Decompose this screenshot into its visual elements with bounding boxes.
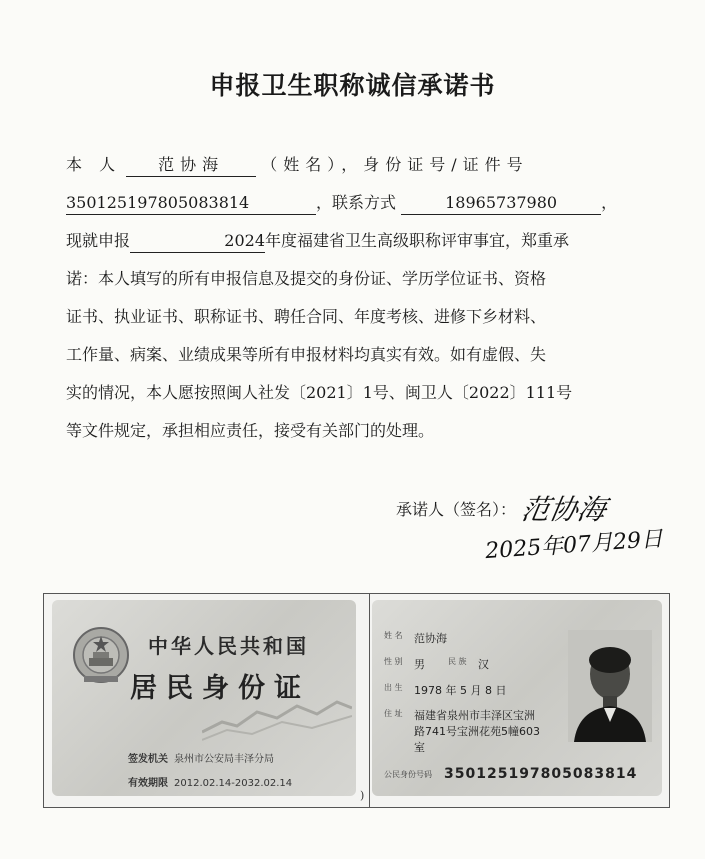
national-emblem-icon xyxy=(72,624,130,686)
birth-value: 1978 年 5 月 8 日 xyxy=(414,684,507,697)
name-row xyxy=(384,630,447,646)
address-label: 住 址 xyxy=(384,709,403,718)
great-wall-pattern-icon xyxy=(202,692,352,742)
portrait-icon xyxy=(568,630,652,742)
id-number-value: 350125197805083814 xyxy=(444,766,638,782)
name-value: 范协海 xyxy=(414,632,447,645)
pledge-line-3 xyxy=(66,222,646,260)
id-card-back xyxy=(372,600,662,796)
phone-field: 18965737980 xyxy=(401,192,601,215)
pledge-line-1 xyxy=(66,146,646,184)
id-number-field: 350125197805083814 xyxy=(66,192,316,215)
handwritten-signature: 范协海 xyxy=(518,493,609,526)
validity-value: 2012.02.14-2032.02.14 xyxy=(174,778,293,789)
handwritten-date: 2025年07月29日 xyxy=(484,526,664,565)
pledge-line-2 xyxy=(66,184,646,222)
card-country: 中华人民共和国 xyxy=(148,634,309,658)
sex-row xyxy=(384,656,489,672)
pledger-name-field: 范协海 xyxy=(126,154,256,177)
card-title: 居民身份证 xyxy=(130,673,310,704)
name-label: 姓 名 xyxy=(384,631,403,640)
pledge-body xyxy=(66,146,646,450)
ethnicity-value: 汉 xyxy=(478,658,489,671)
signature-label: 承诺人（签名）： xyxy=(396,499,517,519)
birth-label: 出 生 xyxy=(384,683,403,692)
signature-row xyxy=(396,488,609,528)
pledger-prefix: 本 人 xyxy=(66,155,122,174)
birth-row xyxy=(384,682,506,698)
id-number-row xyxy=(384,766,637,782)
document-title: 申报卫生职称诚信承诺书 xyxy=(209,71,496,100)
issuer-value: 泉州市公安局丰泽分局 xyxy=(174,754,274,765)
issuer-label: 签发机关 xyxy=(128,754,168,765)
sex-label: 性 别 xyxy=(384,657,403,666)
apply-prefix: 现就申报 xyxy=(66,231,131,250)
pledge-line-7: 实的情况，本人愿按照闽人社发〔2021〕1号、闽卫人〔2022〕111号 xyxy=(66,383,573,402)
pledge-line-4: 诺：本人填写的所有申报信息及提交的身份证、学历学位证书、资格 xyxy=(66,269,547,288)
id-number-label: 公民身份号码 xyxy=(384,769,432,779)
line2-comma: ， xyxy=(601,193,618,212)
contact-label: ，联系方式 xyxy=(316,193,397,212)
ethnicity-label: 民 族 xyxy=(448,657,467,666)
issuer-field xyxy=(128,750,274,765)
address-row xyxy=(384,708,544,756)
pledge-line-5: 证书、执业证书、职称证书、聘任合同、年度考核、进修下乡材料、 xyxy=(66,307,547,326)
pledge-line-8: 等文件规定，承担相应责任，接受有关部门的处理。 xyxy=(66,421,435,440)
sex-value: 男 xyxy=(414,658,425,671)
id-card-scans xyxy=(43,593,670,808)
name-suffix: （姓名），身份证号/证件号 xyxy=(261,155,529,174)
apply-year-field: 2024 xyxy=(130,230,265,253)
id-photo xyxy=(568,630,652,742)
validity-label: 有效期限 xyxy=(128,778,168,789)
pledge-line-6: 工作量、病案、业绩成果等所有申报材料均真实有效。如有虚假、失 xyxy=(66,345,547,364)
card-divider xyxy=(369,594,370,807)
validity-field xyxy=(128,774,292,789)
margin-mark: ) xyxy=(360,789,365,802)
line3-rest: 年度福建省卫生高级职称评审事宜，郑重承 xyxy=(265,231,570,250)
address-value: 福建省泉州市丰泽区宝洲路741号宝洲花苑5幢603室 xyxy=(414,709,540,754)
id-card-front xyxy=(52,600,356,796)
